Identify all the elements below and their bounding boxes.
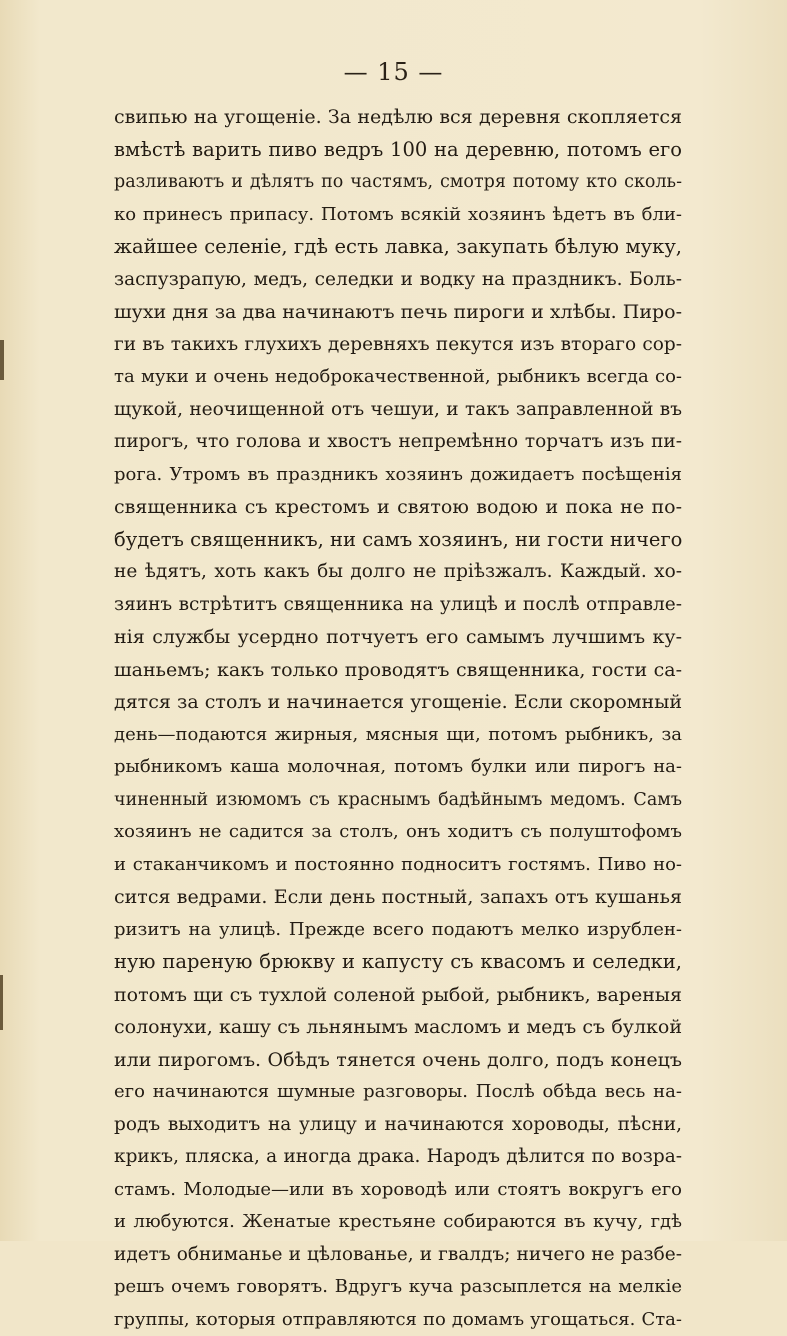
text-line: день—подаются жирныя, мясныя щи, потомъ рыбникъ, за (114, 719, 682, 752)
text-line: зяинъ встрѣтитъ священника на улицѣ и послѣ отправле- (114, 589, 682, 622)
text-line: и стаканчикомъ и постоянно подноситъ гостямъ. Пиво но- (114, 849, 682, 882)
text-line: пирогъ, что голова и хвостъ непремѣнно торчатъ изъ пи- (114, 426, 682, 459)
text-line: дятся за столъ и начинается угощеніе. Если скоромный (114, 686, 682, 719)
text-line: стамъ. Молодые—или въ хороводѣ или стоятъ вокругъ его (114, 1174, 682, 1207)
binding-edge-mark (0, 340, 4, 380)
text-line: свипью на угощеніе. За недѣлю вся деревня скопляется (114, 101, 682, 134)
text-line: рыбникомъ каша молочная, потомъ булки или пирогъ на- (114, 751, 682, 784)
text-line: жайшее селеніе, гдѣ есть лавка, закупать бѣлую муку, (114, 231, 682, 264)
text-line: заспузрапую, медъ, селедки и водку на праздникъ. Боль- (114, 264, 682, 297)
text-line: разливаютъ и дѣлятъ по частямъ, смотря потому кто сколь- (114, 166, 682, 199)
text-line: ризитъ на улицѣ. Прежде всего подаютъ мелко изрублен- (114, 914, 682, 947)
text-line: чиненный изюмомъ съ краснымъ бадѣйнымъ медомъ. Самъ (114, 784, 682, 817)
text-line: или пирогомъ. Обѣдъ тянется очень долго, подъ конецъ (114, 1044, 682, 1077)
text-line: ко принесъ припасу. Потомъ всякій хозяинъ ѣдетъ въ бли- (114, 199, 682, 232)
text-line: ги въ такихъ глухихъ деревняхъ пекутся изъ втораго сор- (114, 329, 682, 362)
text-line: та муки и очень недоброкачественной, рыбникъ всегда со- (114, 361, 682, 394)
text-line: шаньемъ; какъ только проводятъ священника, гости са- (114, 654, 682, 687)
text-line: священника съ крестомъ и святою водою и пока не по- (114, 491, 682, 524)
text-line: ную пареную брюкву и капусту съ квасомъ и селедки, (114, 946, 682, 979)
text-line: и любуются. Женатые крестьяне собираются въ кучу, гдѣ (114, 1206, 682, 1239)
text-line: хозяинъ не садится за столъ, онъ ходитъ съ полуштофомъ (114, 816, 682, 849)
page-number: — 15 — (0, 58, 787, 86)
text-line: нія службы усердно потчуетъ его самымъ лучшимъ ку- (114, 621, 682, 654)
text-line: вмѣстѣ варить пиво ведръ 100 на деревню, потомъ его (114, 134, 682, 167)
text-line: потомъ щи съ тухлой соленой рыбой, рыбникъ, вареныя (114, 979, 682, 1012)
text-line: группы, которыя отправляются по домамъ угощаться. Ста- (114, 1304, 682, 1336)
text-line: не ѣдятъ, хоть какъ бы долго не пріѣзжалъ. Каждый. хо- (114, 556, 682, 589)
binding-edge-mark (0, 975, 3, 1030)
text-line: щукой, неочищенной отъ чешуи, и такъ заправленной въ (114, 394, 682, 427)
text-line: его начинаются шумные разговоры. Послѣ обѣда весь на- (114, 1076, 682, 1109)
text-line: крикъ, пляска, а иногда драка. Народъ дѣлится по возра- (114, 1141, 682, 1174)
text-line: шухи дня за два начинаютъ печь пироги и хлѣбы. Пиро- (114, 296, 682, 329)
text-line: родъ выходитъ на улицу и начинаются хороводы, пѣсни, (114, 1109, 682, 1142)
text-line: идетъ обниманье и цѣлованье, и гвалдъ; ничего не разбе- (114, 1239, 682, 1272)
text-line: солонухи, кашу съ льнянымъ масломъ и медъ съ булкой (114, 1011, 682, 1044)
text-line: решъ очемъ говорятъ. Вдругъ куча разсыплется на мелкіе (114, 1271, 682, 1304)
body-text (114, 101, 682, 1336)
text-line: сится ведрами. Если день постный, запахъ отъ кушанья (114, 881, 682, 914)
text-line: будетъ священникъ, ни самъ хозяинъ, ни гости ничего (114, 524, 682, 557)
text-line: рога. Утромъ въ праздникъ хозяинъ дожидаетъ посѣщенія (114, 459, 682, 492)
